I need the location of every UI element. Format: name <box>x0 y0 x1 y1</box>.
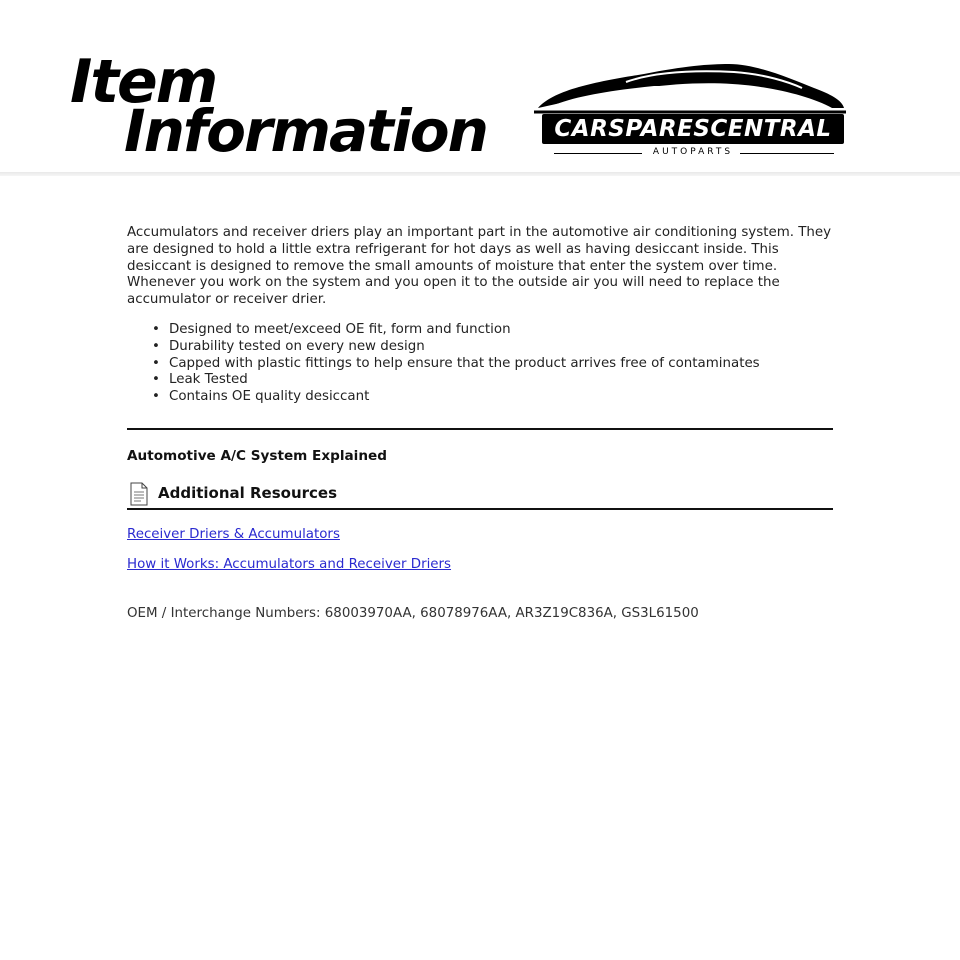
car-silhouette-icon <box>534 60 846 120</box>
resources-heading <box>130 482 337 508</box>
feature-item: • Designed to meet/exceed OE fit, form and function <box>127 322 837 339</box>
header-title-line-1: Item <box>70 47 217 117</box>
section-title: Automotive A/C System Explained <box>127 448 387 464</box>
feature-item: • Capped with plastic fittings to help ensure that the product arrives free of contaminates <box>127 356 837 373</box>
document-icon <box>130 482 148 506</box>
item-description <box>127 225 837 406</box>
resources-title: Additional Resources <box>158 484 338 502</box>
link-receiver-driers-accumulators[interactable]: Receiver Driers & Accumulators <box>127 527 340 542</box>
feature-item: • Leak Tested <box>127 372 837 389</box>
oem-interchange-numbers: OEM / Interchange Numbers: 68003970AA, 68078976AA, AR3Z19C836A, GS3L61500 <box>127 606 699 621</box>
feature-item: • Durability tested on every new design <box>127 339 837 356</box>
resources-divider <box>127 508 833 510</box>
link-how-it-works[interactable]: How it Works: Accumulators and Receiver Driers <box>127 557 452 572</box>
header-title-line-2: Information <box>124 97 487 165</box>
logo-wordmark: CARSPARESCENTRAL <box>554 116 832 142</box>
logo-tagline: AUTOPARTS <box>652 147 734 157</box>
feature-item: • Contains OE quality desiccant <box>127 389 837 406</box>
brand-logo <box>534 60 846 164</box>
feature-list <box>127 322 837 406</box>
header-divider <box>0 172 960 176</box>
section-divider <box>127 428 833 430</box>
intro-paragraph: Accumulators and receiver driers play an important part in the automotive air conditioning system. They are designed to hold a little extra refrigerant for hot days as well as having desiccant inside. This desiccant is designed to remove the small amounts of moisture that enter the system over time. Whenever you work on the system and you open it to the outside air you will need to replace the accumulator or receiver drier. <box>127 225 832 308</box>
page-header <box>0 0 960 176</box>
